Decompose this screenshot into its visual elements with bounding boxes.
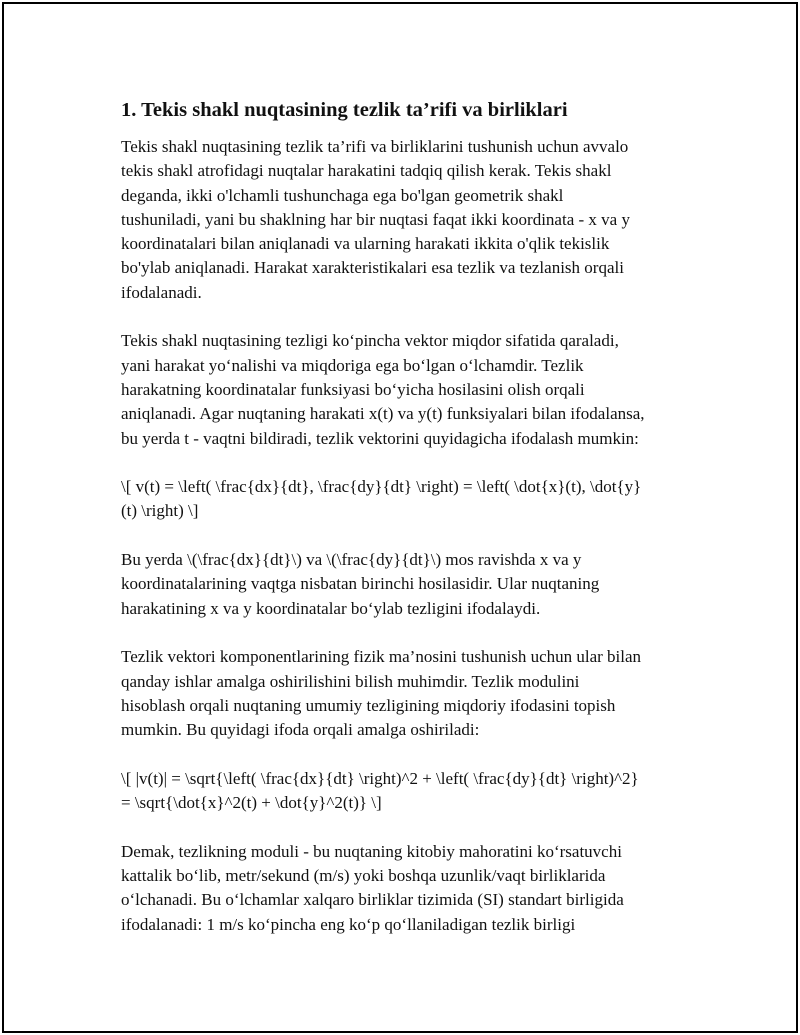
text-line: koordinatalarining vaqtga nisbatan birinchi hosilasidir. Ular nuqtaning <box>121 574 600 594</box>
paragraph-derivatives <box>121 548 696 621</box>
text-line: Tekis shakl nuqtasining tezligi ko‘pincha vektor miqdor sifatida qaraladi, <box>121 331 619 351</box>
document-body <box>121 97 696 937</box>
formula-line: (t) \right) \] <box>121 501 199 521</box>
paragraph-intro <box>121 135 696 305</box>
formula-speed-magnitude <box>121 767 696 816</box>
text-line: yani harakat yo‘nalishi va miqdoriga ega bo‘lgan o‘lchamdir. Tezlik <box>121 355 584 375</box>
text-line: tushuniladi, yani bu shaklning har bir nuqtasi faqat ikki koordinata - x va y <box>121 209 630 229</box>
text-line: Tekis shakl nuqtasining tezlik ta’rifi va birliklarini tushunish uchun avvalo <box>121 137 629 156</box>
text-line: Bu yerda \(\frac{dx}{dt}\) va \(\frac{dy}{dt}\) mos ravishda x va y <box>121 550 582 570</box>
section-heading: 1. Tekis shakl nuqtasining tezlik ta’rifi va birliklari <box>121 99 568 121</box>
text-line: harakatning koordinatalar funksiyasi bo‘yicha hosilasini olish orqali <box>121 379 585 399</box>
formula-line: \[ v(t) = \left( \frac{dx}{dt}, \frac{dy}{dt} \right) = \left( \dot{x}(t), \dot{y} <box>121 477 642 497</box>
paragraph-velocity-vector <box>121 329 696 450</box>
text-line: tekis shakl atrofidagi nuqtalar harakatini tadqiq qilish kerak. Tekis shakl <box>121 161 612 181</box>
text-line: hisoblash orqali nuqtaning umumiy tezligining miqdoriy ifodasini topish <box>121 695 616 715</box>
text-line: koordinatalari bilan aniqlanadi va ularning harakati ikkita o'qlik tekislik <box>121 234 610 254</box>
paragraph-speed-magnitude <box>121 645 696 742</box>
text-line: o‘lchanadi. Bu o‘lchamlar xalqaro birliklar tizimida (SI) standart birligida <box>121 890 624 910</box>
text-line: qanday ishlar amalga oshirilishini bilish muhimdir. Tezlik modulini <box>121 671 580 691</box>
text-line: ifodalanadi: 1 m/s ko‘pincha eng ko‘p qo‘llaniladigan tezlik birligi <box>121 914 576 934</box>
formula-velocity <box>121 475 696 524</box>
text-line: kattalik bo‘lib, metr/sekund (m/s) yoki boshqa uzunlik/vaqt birliklarida <box>121 865 606 885</box>
page-frame <box>2 2 798 1033</box>
text-line: harakatining x va y koordinatalar bo‘ylab tezligini ifodalaydi. <box>121 598 541 618</box>
text-line: deganda, ikki o'lchamli tushunchaga ega bo'lgan geometrik shakl <box>121 185 564 205</box>
text-line: bu yerda t - vaqtni bildiradi, tezlik vektorini quyidagicha ifodalash mumkin: <box>121 428 639 448</box>
formula-line: \[ |v(t)| = \sqrt{\left( \frac{dx}{dt} \right)^2 + \left( \frac{dy}{dt} \right)^2} <box>121 768 639 788</box>
text-line: ifodalanadi. <box>121 282 202 302</box>
text-line: aniqlanadi. Agar nuqtaning harakati x(t) va y(t) funksiyalari bilan ifodalansa, <box>121 404 645 424</box>
formula-line: = \sqrt{\dot{x}^2(t) + \dot{y}^2(t)} \] <box>121 793 382 813</box>
paragraph-units <box>121 840 696 937</box>
text-line: bo'ylab aniqlanadi. Harakat xarakteristikalari esa tezlik va tezlanish orqali <box>121 258 624 278</box>
text-line: Tezlik vektori komponentlarining fizik ma’nosini tushunish uchun ular bilan <box>121 647 642 667</box>
text-line: mumkin. Bu quyidagi ifoda orqali amalga oshiriladi: <box>121 720 480 740</box>
text-line: Demak, tezlikning moduli - bu nuqtaning kitobiy mahoratini ko‘rsatuvchi <box>121 841 622 861</box>
